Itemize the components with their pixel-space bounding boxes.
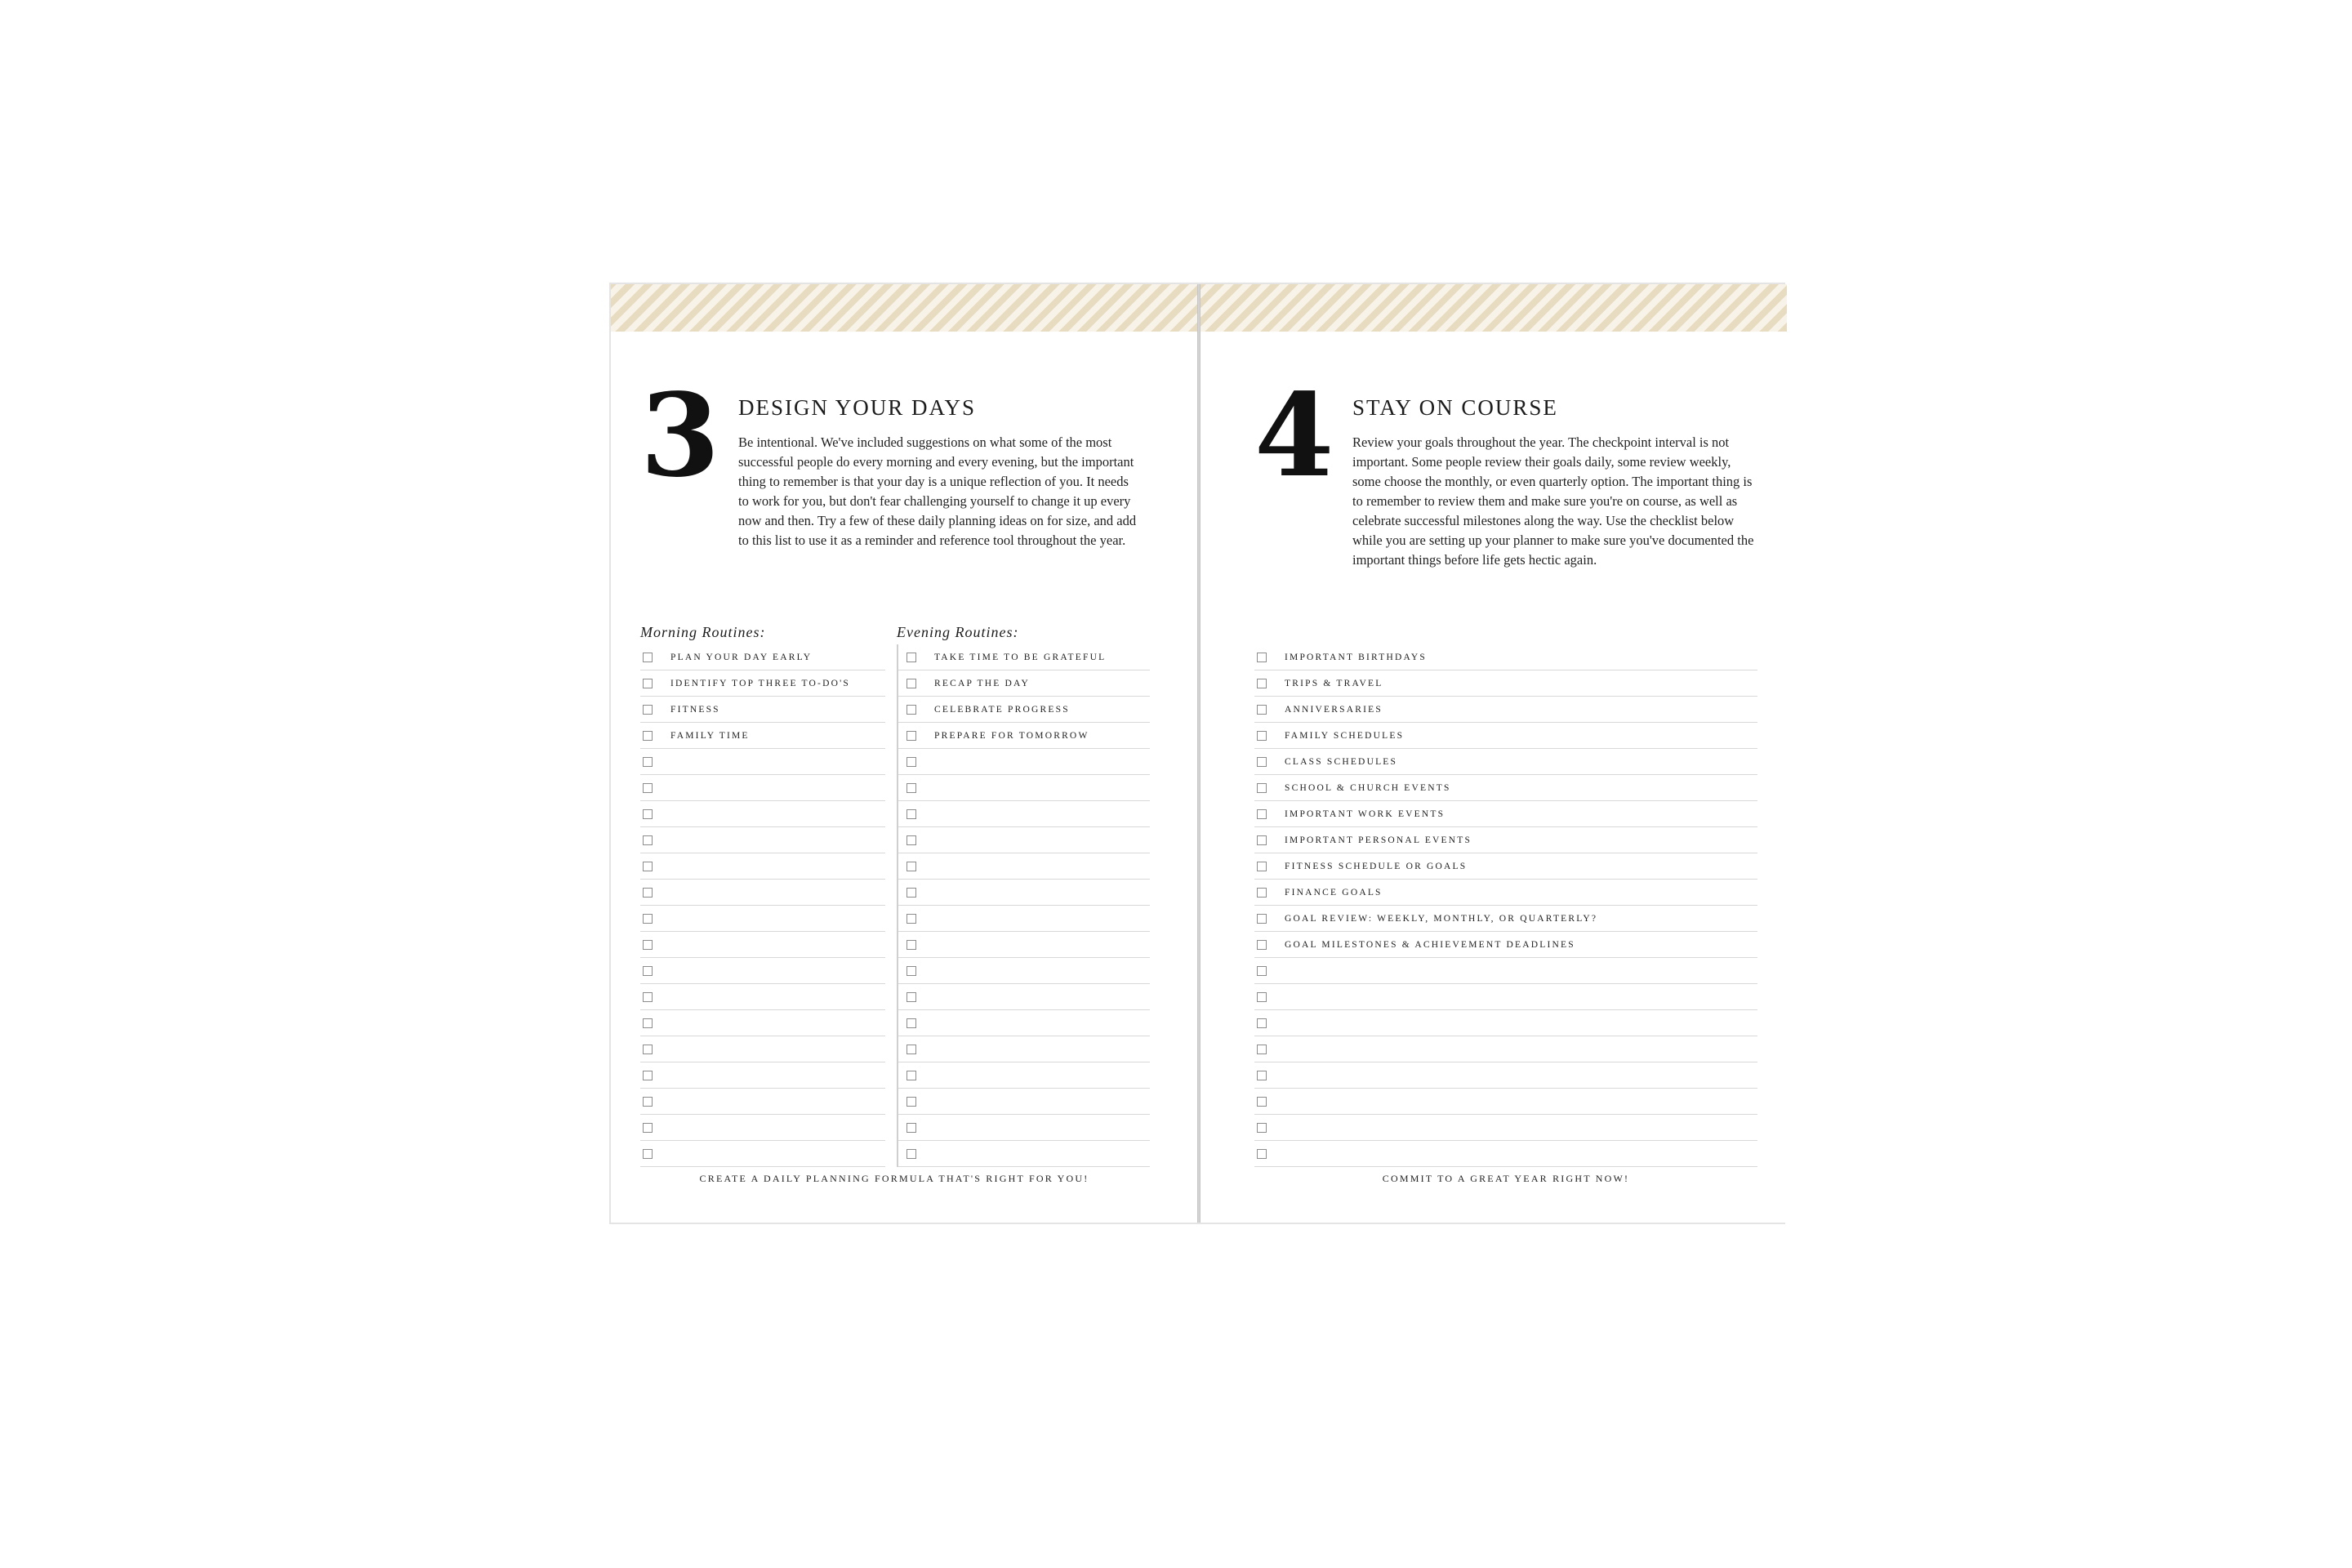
checklist-row bbox=[898, 1062, 1150, 1089]
checklist-row bbox=[640, 932, 885, 958]
planner-spread bbox=[609, 283, 1785, 1224]
checkbox[interactable] bbox=[643, 1097, 653, 1107]
checklist-row bbox=[898, 1115, 1150, 1141]
checkbox[interactable] bbox=[643, 809, 653, 819]
checklist-row bbox=[898, 932, 1150, 958]
checkbox[interactable] bbox=[906, 992, 916, 1002]
checkbox[interactable] bbox=[643, 757, 653, 767]
checkbox[interactable] bbox=[1257, 1071, 1267, 1080]
checklist-row bbox=[640, 853, 885, 880]
checkbox[interactable] bbox=[643, 653, 653, 662]
checklist-item-label: IMPORTANT BIRTHDAYS bbox=[1285, 652, 1428, 662]
checkbox[interactable] bbox=[906, 705, 916, 715]
checklist-row bbox=[1254, 1115, 1757, 1141]
checkbox[interactable] bbox=[1257, 966, 1267, 976]
checkbox[interactable] bbox=[643, 966, 653, 976]
checklist-row bbox=[898, 906, 1150, 932]
checkbox[interactable] bbox=[643, 888, 653, 898]
checkbox[interactable] bbox=[643, 1045, 653, 1054]
checklist-row bbox=[640, 723, 885, 749]
checkbox[interactable] bbox=[1257, 862, 1267, 871]
checklist-item-label: FINANCE GOALS bbox=[1285, 887, 1383, 898]
checklist-row bbox=[640, 670, 885, 697]
checklist-row bbox=[1254, 749, 1757, 775]
checklist-item-label: PLAN YOUR DAY EARLY bbox=[670, 652, 813, 662]
checklist-item-label: TAKE TIME TO BE GRATEFUL bbox=[934, 652, 1107, 662]
page-footer: CREATE A DAILY PLANNING FORMULA THAT'S RIGHT FOR YOU! bbox=[699, 1173, 1089, 1184]
checklist-row bbox=[640, 697, 885, 723]
section-title: DESIGN YOUR DAYS bbox=[738, 395, 977, 420]
checklist-item-label: CLASS SCHEDULES bbox=[1285, 756, 1398, 767]
checklist-row bbox=[898, 644, 1150, 670]
checklist-row bbox=[1254, 775, 1757, 801]
morning-routines-list bbox=[640, 644, 885, 1167]
checkbox[interactable] bbox=[906, 731, 916, 741]
checkbox[interactable] bbox=[906, 966, 916, 976]
checklist-item-label: GOAL REVIEW: WEEKLY, MONTHLY, OR QUARTERLY? bbox=[1285, 913, 1598, 924]
checklist-row bbox=[1254, 670, 1757, 697]
checklist-row bbox=[898, 853, 1150, 880]
section-number: 3 bbox=[640, 369, 720, 503]
checklist-item-label: FAMILY SCHEDULES bbox=[1285, 730, 1405, 741]
checklist-item-label: FITNESS bbox=[670, 704, 720, 715]
checklist-item-label: SCHOOL & CHURCH EVENTS bbox=[1285, 782, 1451, 793]
checklist-item-label: IMPORTANT PERSONAL EVENTS bbox=[1285, 835, 1472, 845]
checkbox[interactable] bbox=[643, 835, 653, 845]
checkbox[interactable] bbox=[1257, 653, 1267, 662]
checklist-row bbox=[640, 827, 885, 853]
section-intro: Review your goals throughout the year. The checkpoint interval is not important. Some people review their goals daily, some review weekly, some choose the monthly, or even quarterly option. The important thing is to remember to review them and make sure you're on course, as well as celebrate successful milestones along the way. Use the checklist below while you are setting up your planner to make sure you've documented the important things before life gets hectic again. bbox=[1352, 434, 1754, 568]
checkbox[interactable] bbox=[1257, 992, 1267, 1002]
checkbox[interactable] bbox=[906, 1123, 916, 1133]
checklist-row bbox=[640, 1036, 885, 1062]
page-footer: COMMIT TO A GREAT YEAR RIGHT NOW! bbox=[1382, 1173, 1630, 1184]
checklist-row bbox=[1254, 1089, 1757, 1115]
checkbox[interactable] bbox=[906, 809, 916, 819]
checklist-row bbox=[640, 880, 885, 906]
checkbox[interactable] bbox=[643, 679, 653, 688]
checklist-row bbox=[1254, 932, 1757, 958]
checkbox[interactable] bbox=[1257, 783, 1267, 793]
checklist-row bbox=[1254, 1062, 1757, 1089]
checklist-row bbox=[640, 775, 885, 801]
checklist-row bbox=[640, 1141, 885, 1167]
checklist-row bbox=[898, 880, 1150, 906]
page-stay-on-course bbox=[1200, 284, 1787, 1223]
checklist-item-label: GOAL MILESTONES & ACHIEVEMENT DEADLINES bbox=[1285, 939, 1575, 950]
checkbox[interactable] bbox=[1257, 1149, 1267, 1159]
checklist-item-label: IDENTIFY TOP THREE TO-DO'S bbox=[670, 678, 850, 688]
checklist-item-label: FITNESS SCHEDULE OR GOALS bbox=[1285, 861, 1468, 871]
checklist-row bbox=[640, 801, 885, 827]
checkbox[interactable] bbox=[1257, 1045, 1267, 1054]
checkbox[interactable] bbox=[906, 653, 916, 662]
checkbox[interactable] bbox=[906, 757, 916, 767]
checkbox[interactable] bbox=[1257, 757, 1267, 767]
checkbox[interactable] bbox=[906, 783, 916, 793]
checkbox[interactable] bbox=[1257, 914, 1267, 924]
checklist-row bbox=[640, 644, 885, 670]
checkbox[interactable] bbox=[906, 862, 916, 871]
checkbox[interactable] bbox=[643, 940, 653, 950]
checkbox[interactable] bbox=[1257, 1018, 1267, 1028]
checklist-row bbox=[1254, 958, 1757, 984]
checklist-row bbox=[898, 1010, 1150, 1036]
checklist-row bbox=[1254, 723, 1757, 749]
checklist-row bbox=[898, 723, 1150, 749]
evening-routines-list bbox=[897, 644, 1150, 1167]
checklist-item-label: CELEBRATE PROGRESS bbox=[934, 704, 1070, 715]
checklist-row bbox=[898, 801, 1150, 827]
checklist-item-label: TRIPS & TRAVEL bbox=[1285, 678, 1383, 688]
checkbox[interactable] bbox=[1257, 835, 1267, 845]
decorative-stripe-band bbox=[611, 284, 1197, 332]
checklist-row bbox=[1254, 827, 1757, 853]
checkbox[interactable] bbox=[906, 1018, 916, 1028]
checklist-row bbox=[898, 984, 1150, 1010]
morning-routines-heading: Morning Routines: bbox=[640, 624, 766, 640]
checkbox[interactable] bbox=[906, 940, 916, 950]
checklist-row bbox=[640, 984, 885, 1010]
checklist-row bbox=[898, 670, 1150, 697]
checklist-item-label: IMPORTANT WORK EVENTS bbox=[1285, 808, 1446, 819]
checklist-row bbox=[640, 1062, 885, 1089]
checkbox[interactable] bbox=[643, 1123, 653, 1133]
checkbox[interactable] bbox=[643, 862, 653, 871]
checklist-row bbox=[1254, 1141, 1757, 1167]
setup-checklist bbox=[1254, 644, 1757, 1167]
checklist-row bbox=[1254, 644, 1757, 670]
checkbox[interactable] bbox=[1257, 705, 1267, 715]
decorative-stripe-band bbox=[1200, 284, 1787, 332]
checklist-row bbox=[1254, 906, 1757, 932]
checklist-row bbox=[1254, 801, 1757, 827]
checklist-row bbox=[1254, 984, 1757, 1010]
checkbox[interactable] bbox=[1257, 731, 1267, 741]
checkbox[interactable] bbox=[643, 731, 653, 741]
checklist-item-label: FAMILY TIME bbox=[670, 730, 750, 741]
checklist-row bbox=[898, 697, 1150, 723]
checklist-row bbox=[640, 1115, 885, 1141]
checkbox[interactable] bbox=[906, 914, 916, 924]
checkbox[interactable] bbox=[1257, 888, 1267, 898]
checklist-row bbox=[898, 1089, 1150, 1115]
checkbox[interactable] bbox=[906, 888, 916, 898]
checkbox[interactable] bbox=[1257, 1123, 1267, 1133]
checklist-row bbox=[640, 906, 885, 932]
checkbox[interactable] bbox=[643, 1149, 653, 1159]
checklist-row bbox=[1254, 697, 1757, 723]
checkbox[interactable] bbox=[906, 1071, 916, 1080]
checkbox[interactable] bbox=[1257, 940, 1267, 950]
checklist-row bbox=[898, 827, 1150, 853]
checkbox[interactable] bbox=[1257, 1097, 1267, 1107]
section-number: 4 bbox=[1254, 369, 1334, 503]
checklist-row bbox=[898, 749, 1150, 775]
checkbox[interactable] bbox=[906, 679, 916, 688]
checkbox[interactable] bbox=[906, 1045, 916, 1054]
checklist-row bbox=[898, 1036, 1150, 1062]
checkbox[interactable] bbox=[906, 835, 916, 845]
checklist-item-label: RECAP THE DAY bbox=[934, 678, 1030, 688]
checklist-row bbox=[1254, 1036, 1757, 1062]
page-design-your-days bbox=[611, 284, 1197, 1223]
checkbox[interactable] bbox=[643, 705, 653, 715]
checklist-row bbox=[640, 958, 885, 984]
checklist-row bbox=[898, 775, 1150, 801]
evening-routines-heading: Evening Routines: bbox=[897, 624, 1019, 640]
checklist-row bbox=[640, 1010, 885, 1036]
checklist-row bbox=[1254, 853, 1757, 880]
checklist-row bbox=[898, 1141, 1150, 1167]
checkbox[interactable] bbox=[643, 783, 653, 793]
checkbox[interactable] bbox=[1257, 679, 1267, 688]
section-title: STAY ON COURSE bbox=[1352, 395, 1558, 420]
checkbox[interactable] bbox=[643, 992, 653, 1002]
checklist-row bbox=[1254, 1010, 1757, 1036]
checklist-row bbox=[640, 1089, 885, 1115]
section-intro: Be intentional. We've included suggestions on what some of the most successful people do every morning and every evening, but the important thing to remember is that your day is a unique reflection of you. It needs to work for you, but don't fear challenging yourself to change it up every now and then. Try a few of these daily planning ideas on for size, and add to this list to use it as a reminder and reference tool throughout the year. bbox=[738, 434, 1137, 548]
checkbox[interactable] bbox=[906, 1149, 916, 1159]
checklist-row bbox=[898, 958, 1150, 984]
checklist-row bbox=[1254, 880, 1757, 906]
checkbox[interactable] bbox=[906, 1097, 916, 1107]
checkbox[interactable] bbox=[643, 1018, 653, 1028]
checkbox[interactable] bbox=[643, 1071, 653, 1080]
checklist-item-label: ANNIVERSARIES bbox=[1285, 704, 1383, 715]
checkbox[interactable] bbox=[643, 914, 653, 924]
checkbox[interactable] bbox=[1257, 809, 1267, 819]
checklist-item-label: PREPARE FOR TOMORROW bbox=[934, 730, 1089, 741]
checklist-row bbox=[640, 749, 885, 775]
